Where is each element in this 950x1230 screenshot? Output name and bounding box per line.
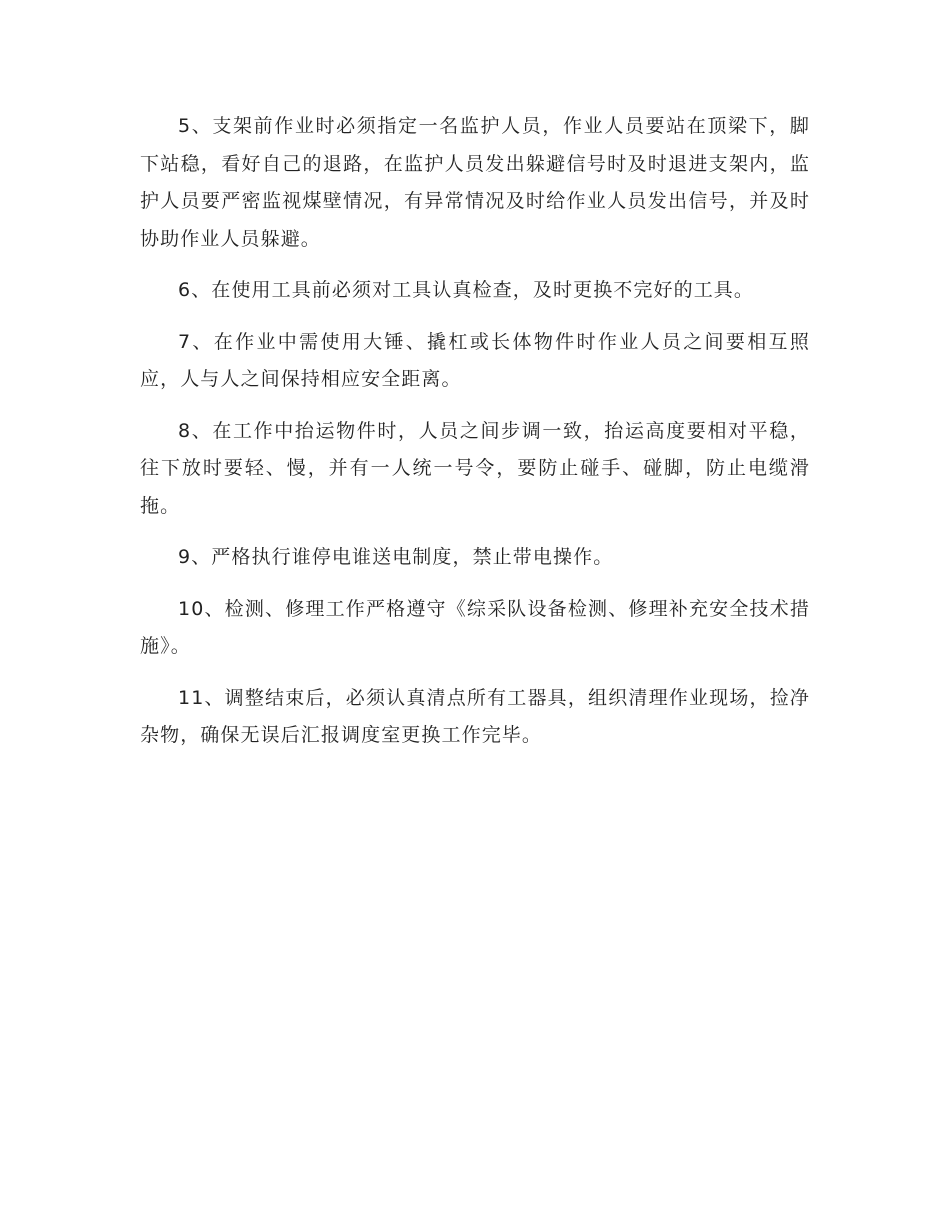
document-body (140, 108, 810, 755)
paragraph-item-5: 5、支架前作业时必须指定一名监护人员，作业人员要站在顶梁下，脚下站稳，看好自己的退路，在监护人员发出躲避信号时及时退进支架内，监护人员要严密监视煤壁情况，有异常情况及时给作业人员发出信号，并及时协助作业人员躲避。 (140, 115, 810, 250)
paragraph-item-7: 7、在作业中需使用大锤、撬杠或长体物件时作业人员之间要相互照应，人与人之间保持相应安全距离。 (140, 330, 810, 390)
paragraph-item-10: 10、检测、修理工作严格遵守《综采队设备检测、修理补充安全技术措施》。 (140, 597, 810, 657)
paragraph-item-11: 11、调整结束后，必须认真清点所有工器具，组织清理作业现场，捡净杂物，确保无误后汇报调度室更换工作完毕。 (140, 686, 810, 746)
paragraph-item-9: 9、严格执行谁停电谁送电制度，禁止带电操作。 (178, 546, 614, 568)
paragraph-item-6: 6、在使用工具前必须对工具认真检查，及时更换不完好的工具。 (178, 279, 754, 301)
paragraph-item-8: 8、在工作中抬运物件时，人员之间步调一致，抬运高度要相对平稳，往下放时要轻、慢，并有一人统一号令，要防止碰手、碰脚，防止电缆滑拖。 (140, 419, 810, 517)
